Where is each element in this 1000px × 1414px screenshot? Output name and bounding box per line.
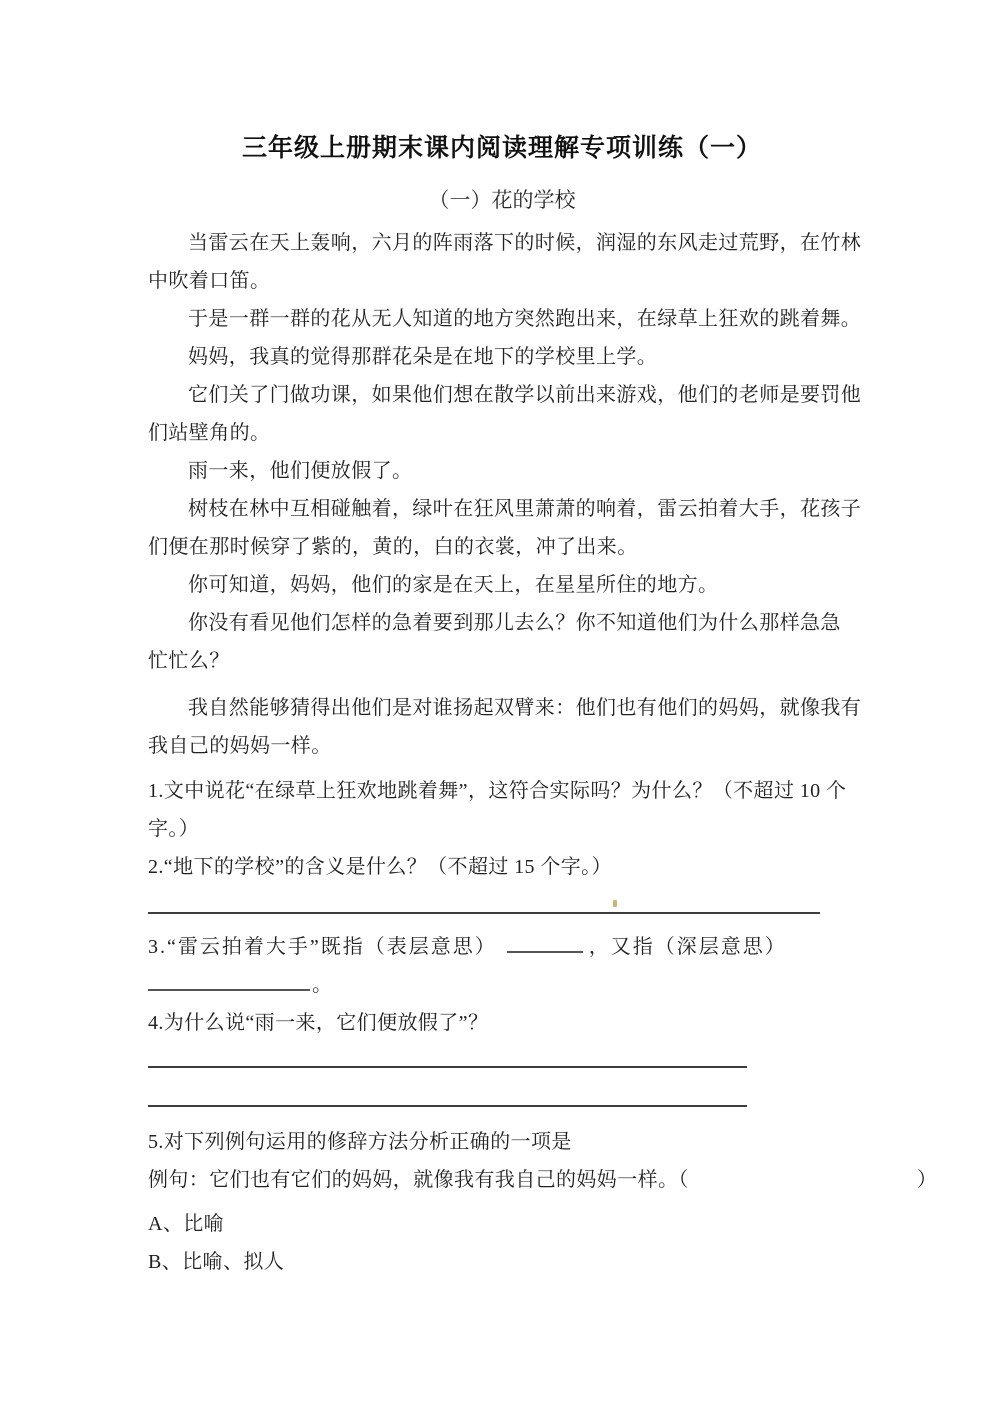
inline-answer-blank	[507, 931, 583, 953]
passage-line: 雨一来，他们便放假了。	[188, 460, 413, 482]
answer-line	[148, 912, 820, 914]
question-2: 2.“地下的学校”的含义是什么？（不超过 15 个字。）	[148, 856, 612, 878]
passage-line: 我自然能够猜得出他们是对谁扬起双臂来：他们也有他们的妈妈，就像我有	[188, 697, 862, 719]
questions-section	[148, 772, 938, 1281]
passage-line: 当雷云在天上轰响，六月的阵雨落下的时候，润湿的东风走过荒野，在竹林	[188, 232, 862, 254]
passage-line: 忙忙么？	[148, 650, 230, 672]
reading-passage	[148, 224, 862, 765]
passage-line: 们站壁角的。	[148, 422, 271, 444]
question-4: 4.为什么说“雨一来，它们便放假了”？	[148, 1012, 489, 1034]
passage-line: 树枝在林中互相碰触着，绿叶在狂风里萧萧的响着，雷云拍着大手，花孩子	[188, 498, 862, 520]
question-5: 5.对下列例句运用的修辞方法分析正确的一项是	[148, 1131, 572, 1153]
question-3-period: 。	[312, 974, 333, 996]
passage-line: 它们关了门做功课，如果他们想在散学以前出来游戏，他们的老师是要罚他	[188, 384, 862, 406]
passage-title: （一）花的学校	[428, 188, 576, 212]
question-1-line-1: 1.文中说花“在绿草上狂欢地跳着舞”，这符合实际吗？为什么？（不超过 10 个	[148, 780, 847, 802]
passage-line: 中吹着口笛。	[148, 270, 271, 292]
question-5-example	[148, 1161, 938, 1199]
passage-line: 们便在那时候穿了紫的，黄的，白的衣裳，冲了出来。	[148, 536, 638, 558]
page-title: 三年级上册期末课内阅读理解专项训练（一）	[241, 135, 762, 162]
question-3-text-before-blank: 3.“雷云拍着大手”既指（表层意思）	[148, 936, 497, 958]
question-3-line-1	[148, 928, 856, 966]
question-1-line-2: 字。）	[148, 818, 200, 840]
answer-line	[148, 1066, 747, 1068]
passage-line: 我自己的妈妈一样。	[148, 735, 332, 757]
example-close-paren: ）	[916, 1169, 938, 1191]
page-content	[148, 132, 938, 1281]
inline-answer-blank	[148, 969, 310, 991]
passage-line: 于是一群一群的花从无人知道的地方突然跑出来，在绿草上狂欢的跳着舞。	[188, 308, 862, 330]
answer-line	[148, 1105, 747, 1107]
passage-line: 你没有看见他们怎样的急着要到那儿去么？你不知道他们为什么那样急急	[188, 612, 841, 634]
option-b: B、比喻、拟人	[148, 1251, 285, 1273]
question-3-line-2	[148, 966, 856, 1004]
question-3-text-after-blank: ，又指（深层意思）	[588, 936, 787, 958]
passage-line: 你可知道，妈妈，他们的家是在天上，在星星所住的地方。	[188, 574, 719, 596]
option-a: A、比喻	[148, 1213, 225, 1235]
example-sentence: 例句：它们也有它们的妈妈，就像我有我自己的妈妈一样。（	[148, 1169, 689, 1191]
passage-line: 妈妈，我真的觉得那群花朵是在地下的学校里上学。	[188, 346, 658, 368]
